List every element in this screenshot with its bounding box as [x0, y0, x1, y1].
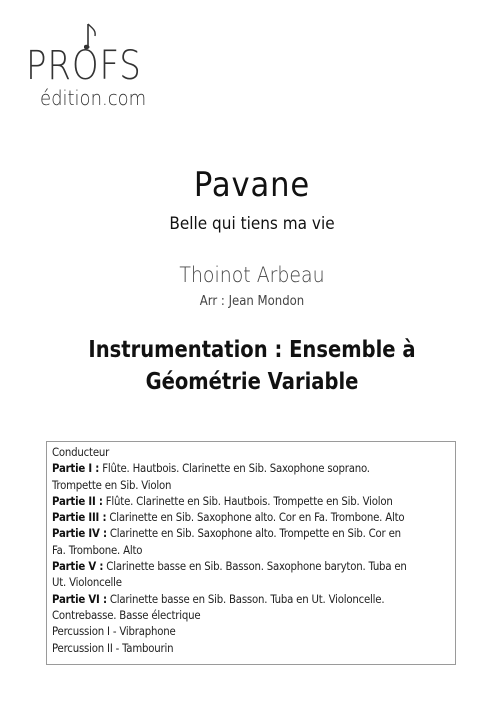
part-entry: [52, 494, 451, 510]
logo-domain: édition.com: [40, 86, 147, 110]
percussion-1-line: Percussion I - Vibraphone: [52, 625, 176, 639]
part-instruments: Ut. Violoncelle: [52, 576, 122, 590]
part-label: Partie V :: [52, 560, 104, 574]
instrumentation-heading: [38, 334, 466, 398]
arranger-name: Arr : Jean Mondon: [199, 294, 305, 309]
part-entry: [52, 510, 451, 526]
publisher-logo: [24, 22, 184, 114]
part-label: Partie II :: [52, 494, 103, 508]
composer-name: Thoinot Arbeau: [179, 263, 325, 287]
conductor-line: Conducteur: [52, 446, 110, 459]
part-instruments: Clarinette basse en Sib. Basson. Saxophone baryton. Tuba en: [106, 560, 407, 574]
part-instruments: Clarinette en Sib. Saxophone alto. Cor en Fa. Trombone. Alto: [109, 511, 405, 525]
part-instruments: Contrebasse. Basse électrique: [52, 608, 201, 622]
part-label: Partie IV :: [52, 527, 107, 541]
part-entry: [52, 461, 451, 494]
instrumentation-line-2: Géométrie Variable: [145, 369, 359, 395]
part-instruments: Clarinette en Sib. Saxophone alto. Trompette en Sib. Cor en: [109, 527, 401, 541]
part-label: Partie III :: [52, 511, 107, 525]
percussion-2-line: Percussion II - Tambourin: [52, 641, 174, 655]
part-label: Partie I :: [52, 462, 100, 476]
instrumentation-line-1: Instrumentation : Ensemble à: [88, 337, 416, 363]
part-label: Partie VI :: [52, 592, 107, 606]
part-entry: [52, 592, 451, 625]
piece-title: Pavane: [193, 165, 311, 205]
part-instruments: Fa. Trombone. Alto: [52, 543, 143, 557]
part-instruments: Trompette en Sib. Violon: [52, 478, 172, 492]
part-entry: [52, 526, 451, 559]
logo-brand: PROFS: [26, 43, 142, 89]
part-instruments: Flûte. Clarinette en Sib. Hautbois. Trompette en Sib. Violon: [105, 494, 393, 508]
part-instruments: Clarinette basse en Sib. Basson. Tuba en Ut. Violoncelle.: [109, 592, 385, 606]
part-instruments: Flûte. Hautbois. Clarinette en Sib. Saxophone soprano.: [102, 462, 370, 476]
piece-subtitle: Belle qui tiens ma vie: [169, 214, 335, 234]
part-entry: [52, 559, 451, 592]
parts-list-box: [46, 441, 456, 665]
